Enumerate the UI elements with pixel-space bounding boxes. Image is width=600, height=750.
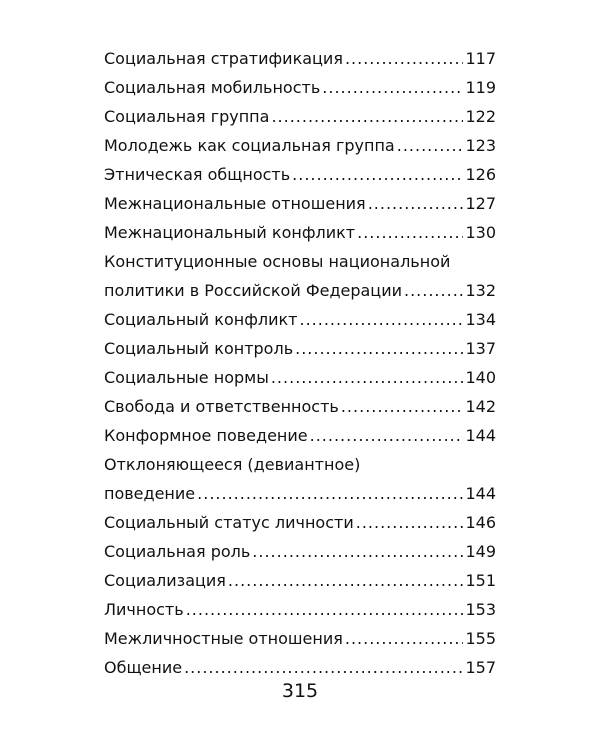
- toc-entry: [104, 566, 496, 595]
- toc-entry: [104, 73, 496, 102]
- dot-leader: [404, 276, 463, 305]
- toc-entry-page: 132: [465, 281, 496, 300]
- toc-entry: [104, 363, 496, 392]
- toc-entry-title: Социальный контроль: [104, 339, 294, 358]
- toc-entry-title: Межнациональный конфликт: [104, 223, 356, 242]
- dot-leader: [368, 189, 464, 218]
- toc-entry-page: 140: [465, 368, 496, 387]
- dot-leader: [356, 508, 464, 537]
- toc-entry-title: Конформное поведение: [104, 426, 308, 445]
- toc-entry-page: 144: [465, 484, 496, 503]
- toc-row: [104, 537, 496, 566]
- toc-row: [104, 189, 496, 218]
- toc-entry: [104, 595, 496, 624]
- toc-entry-page: 134: [465, 310, 496, 329]
- toc-entry-page: 126: [465, 165, 496, 184]
- toc-entry: [104, 450, 496, 508]
- toc-entry: [104, 160, 496, 189]
- toc-entry-title: Межнациональные отношения: [104, 194, 366, 213]
- toc-row: [104, 363, 496, 392]
- dot-leader: [186, 595, 464, 624]
- toc-entry: [104, 305, 496, 334]
- toc-entry: [104, 44, 496, 73]
- toc-entry-title: Социальные нормы: [104, 368, 269, 387]
- toc-row: [104, 305, 496, 334]
- toc-entry-page: 130: [465, 223, 496, 242]
- toc-row: [104, 334, 496, 363]
- toc-entry: [104, 421, 496, 450]
- toc-entry: [104, 247, 496, 305]
- toc-entry-title: Общение: [104, 658, 183, 677]
- toc-entry: [104, 508, 496, 537]
- toc-entry-title: Социализация: [104, 571, 226, 590]
- toc-entry-page: 149: [465, 542, 496, 561]
- toc-entry: [104, 653, 496, 682]
- dot-leader: [228, 566, 464, 595]
- toc-entry-title-line1: Конституционные основы национальной: [104, 252, 451, 271]
- dot-leader: [310, 421, 464, 450]
- dot-leader: [252, 537, 463, 566]
- toc-entry-page: 127: [465, 194, 496, 213]
- dot-leader: [197, 479, 463, 508]
- toc-entry-title: Социальный конфликт: [104, 310, 298, 329]
- toc-row: [104, 44, 496, 73]
- toc-entry: [104, 102, 496, 131]
- toc-entry: [104, 131, 496, 160]
- toc-entry-title: Этническая общность: [104, 165, 291, 184]
- dot-leader: [357, 218, 463, 247]
- toc-entry: [104, 334, 496, 363]
- toc-entry-title-line1: Отклоняющееся (девиантное): [104, 455, 361, 474]
- toc-entry-title: Социальная стратификация: [104, 49, 343, 68]
- dot-leader: [300, 305, 464, 334]
- dot-leader: [345, 624, 464, 653]
- toc-row: [104, 73, 496, 102]
- toc-entry-page: 146: [465, 513, 496, 532]
- toc-entry: [104, 218, 496, 247]
- toc-entry-page: 153: [465, 600, 496, 619]
- dot-leader: [397, 131, 464, 160]
- toc-row: [104, 276, 496, 305]
- toc-row: [104, 624, 496, 653]
- dot-leader: [295, 334, 463, 363]
- toc-entry: [104, 537, 496, 566]
- dot-leader: [345, 44, 464, 73]
- toc-row: [104, 421, 496, 450]
- toc-entry-title: Социальный статус личности: [104, 513, 354, 532]
- toc-entry-page: 137: [465, 339, 496, 358]
- toc-row: [104, 160, 496, 189]
- toc-row: [104, 392, 496, 421]
- toc-entry-page: 157: [465, 658, 496, 677]
- toc-row: [104, 653, 496, 682]
- dot-leader: [292, 160, 463, 189]
- toc-entry-page: 123: [465, 136, 496, 155]
- dot-leader: [271, 102, 463, 131]
- toc-entry-page: 122: [465, 107, 496, 126]
- dot-leader: [322, 73, 463, 102]
- toc-row: [104, 479, 496, 508]
- toc-entry-page: 117: [465, 49, 496, 68]
- page-number: 315: [281, 680, 319, 702]
- toc-row: [104, 595, 496, 624]
- toc-entry-title: Социальная мобильность: [104, 78, 321, 97]
- toc-entry-title: Межличностные отношения: [104, 629, 343, 648]
- toc-row: [104, 508, 496, 537]
- toc-entry-title: политики в Российской Федерации: [104, 281, 402, 300]
- toc-entry-title: Социальная роль: [104, 542, 251, 561]
- toc-entry-title: Личность: [104, 600, 184, 619]
- toc-entry-page: 119: [465, 78, 496, 97]
- toc-row: [104, 131, 496, 160]
- toc-entry-page: 144: [465, 426, 496, 445]
- toc-entry: [104, 392, 496, 421]
- dot-leader: [184, 653, 463, 682]
- dot-leader: [341, 392, 464, 421]
- toc-entry-title: Свобода и ответственность: [104, 397, 339, 416]
- toc-entry-title: Молодежь как социальная группа: [104, 136, 395, 155]
- toc-entry-title: Социальная группа: [104, 107, 270, 126]
- toc-row: [104, 566, 496, 595]
- toc-row: [104, 102, 496, 131]
- toc-entry-title: поведение: [104, 484, 196, 503]
- toc-row: [104, 218, 496, 247]
- table-of-contents: [104, 44, 496, 682]
- toc-entry-page: 155: [465, 629, 496, 648]
- toc-entry: [104, 189, 496, 218]
- dot-leader: [271, 363, 464, 392]
- toc-entry-page: 151: [465, 571, 496, 590]
- toc-entry: [104, 624, 496, 653]
- toc-entry-page: 142: [465, 397, 496, 416]
